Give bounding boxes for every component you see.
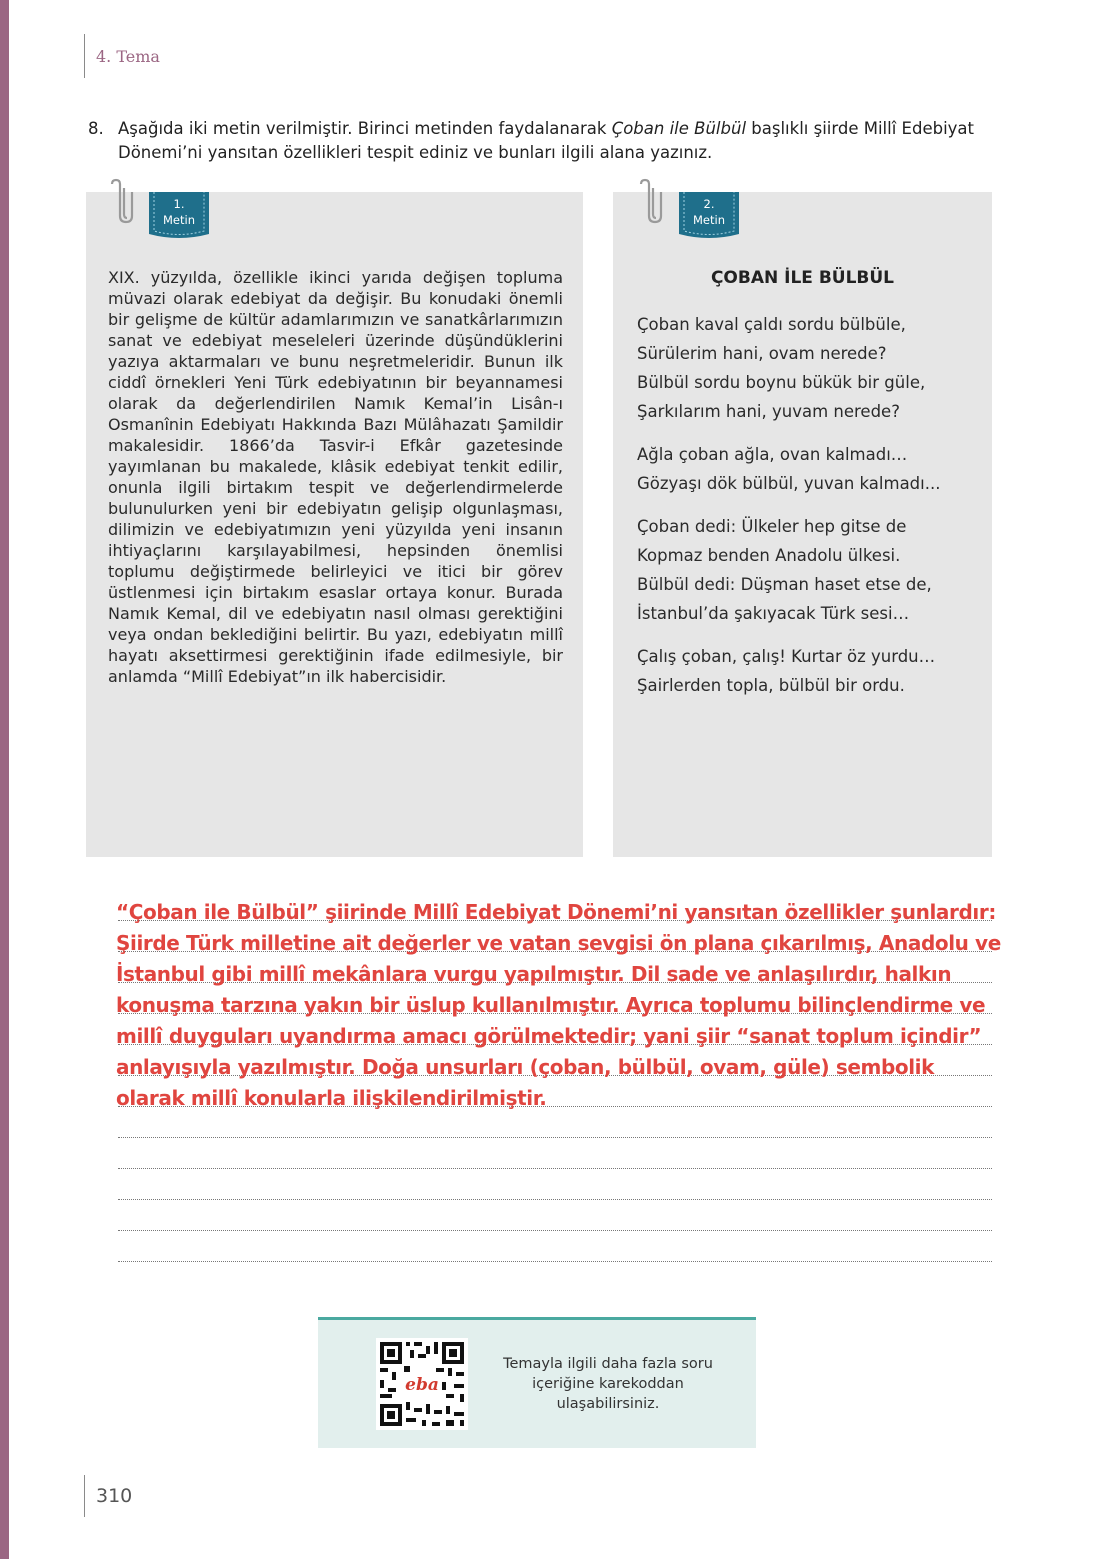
dotted-line — [118, 1200, 992, 1231]
dotted-line — [118, 1138, 992, 1169]
poem-line: Çalış çoban, çalış! Kurtar öz yurdu… — [637, 647, 936, 666]
question-8 — [88, 117, 1008, 165]
qr-code-icon[interactable] — [376, 1338, 468, 1430]
metin-2-tag-label: 2. Metin — [693, 197, 725, 227]
poem-title-italic: Çoban ile Bülbül — [611, 119, 747, 138]
poem-line: Bülbül sordu boynu bükük bir güle, — [637, 373, 926, 392]
left-margin-bar — [0, 0, 9, 1559]
stanza — [637, 512, 982, 628]
poem-line: Gözyaşı dök bülbül, yuvan kalmadı... — [637, 474, 941, 493]
metin-1-body: XIX. yüzyılda, özellikle ikinci yarıda değişen topluma müvazi olarak edebiyat da değişir. Bu konudaki önemli bir gelişme de kültür adamlarımızın ve sanatkârlarımızın sanat ve edebiyat meseleleri üzerinde düşündüklerini yazıya aktarmaları ve bunu neşretmeleridir. Bunun ilk ciddî örnekleri Yeni Türk edebiyatının bir beyannamesi olarak da değerlendirilen Namık Kemal’in Lisân-ı Osmanînin Edebiyatı Hakkında Bazı Mülâhazatı Şamildir makalesidir. 1866’da Tasvir-i Efkâr gazetesinde yayımlanan bu makalede, klâsik edebiyat tenkit edilir, onunla ilgili birtakım tespit ve değerlendirmelerde bulunulurken yeni bir edebiyatın gelişip olgunlaşması, dilimizin ve edebiyatımızın yeni yüzyılda yeni insanın ihtiyaçlarını karşılayabilmesi, hepsinden önemlisi toplumu değiştirmede belirleyici ve itici bir görev üstlenmesi için birtakım esaslar ortaya konur. Burada Namık Kemal, dil ve edebiyatın nasıl olması gerektiğini veya ondan beklediğini belirtir. Bu yazı, edebiyatın millî hayatı aksettirmesi gerektiğinin ifade edilmesiyle, bir anlamda “Millî Edebiyat”ın ilk habercisidir. — [108, 268, 563, 686]
stanza — [637, 440, 982, 498]
poem-title: ÇOBAN İLE BÜLBÜL — [710, 268, 895, 288]
paperclip-icon — [104, 178, 134, 226]
dotted-line — [118, 1169, 992, 1200]
poem-line: Şairlerden topla, bülbül bir ordu. — [637, 676, 905, 695]
poem-line: Kopmaz benden Anadolu ülkesi. — [637, 546, 901, 565]
question-text: Aşağıda iki metin verilmiştir. Birinci metinden faydalanarak Çoban ile Bülbül başlıklı şiirde Millî Edebiyat Dönemi’ni yansıtan özellikleri tespit ediniz ve bunları ilgili alana yazınız. — [118, 119, 975, 162]
paperclip-icon — [633, 178, 663, 226]
footer-divider — [84, 1475, 85, 1517]
metin-1-box — [86, 192, 583, 857]
metin-2-box — [613, 192, 992, 857]
poem-line: Çoban dedi: Ülkeler hep gitse de — [637, 517, 907, 536]
eba-logo: eba — [405, 1375, 439, 1395]
dotted-line — [118, 1231, 992, 1262]
qr-info-box — [318, 1317, 756, 1448]
theme-title: 4. Tema — [96, 47, 160, 66]
poem-line: Ağla çoban ağla, ovan kalmadı… — [637, 445, 908, 464]
page-number: 310 — [96, 1485, 133, 1507]
poem-line: Çoban kaval çaldı sordu bülbüle, — [637, 315, 906, 334]
qr-description: Temayla ilgili daha fazla soru içeriğine karekoddan ulaşabilirsiniz. — [503, 1356, 713, 1412]
poem-line: İstanbul’da şakıyacak Türk sesi… — [637, 604, 910, 623]
handwritten-answer: “Çoban ile Bülbül” şiirinde Millî Edebiyat Dönemi’ni yansıtan özellikler şunlardır: Şiirde Türk milletine ait değerler ve vatan sevgisi ön plana çıkarılmış, Anadolu ve İstanbul gibi millî mekânlara vurgu yapılmıştır. Dil sade ve anlaşılırdır, halkın konuşma tarzına yakın bir üslup kullanılmıştır. Ayrıca toplumu bilinçlendirme ve millî duyguları uyandırma amacı görülmektedir; yani şiir “sanat toplum içindir” anlayışıyla yazılmıştır. Doğa unsurları (çoban, bülbül, ovam, güle) sembolik olarak millî konularla ilişkilendirilmiştir. — [116, 900, 1001, 1110]
poem-line: Şarkılarım hani, yuvam nerede? — [637, 402, 900, 421]
stanza — [637, 642, 982, 700]
metin-1-tag-label: 1. Metin — [163, 197, 195, 227]
question-number: 8. — [88, 119, 104, 138]
poem-body — [637, 310, 982, 714]
poem-line: Sürülerim hani, ovam nerede? — [637, 344, 887, 363]
poem-line: Bülbül dedi: Düşman haset etse de, — [637, 575, 932, 594]
header-divider — [84, 34, 85, 78]
stanza — [637, 310, 982, 426]
